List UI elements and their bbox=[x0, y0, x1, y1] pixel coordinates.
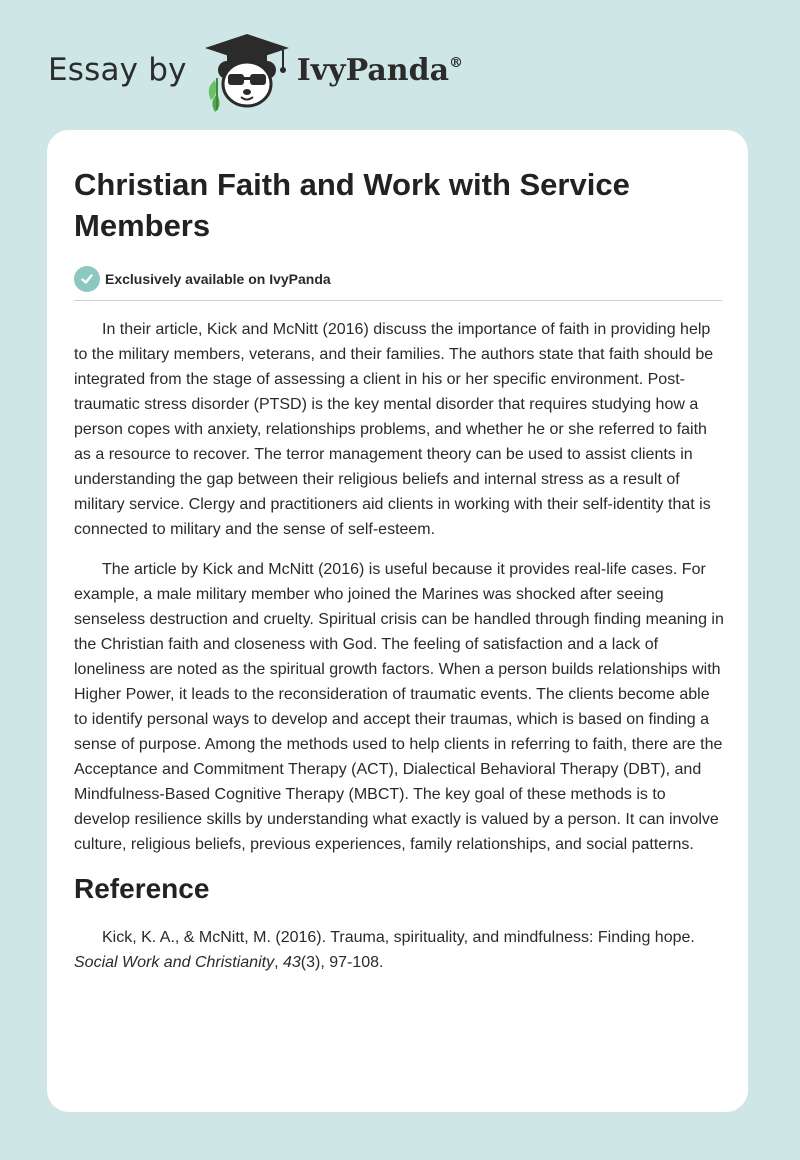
brand-name: IvyPanda® bbox=[296, 52, 464, 88]
divider bbox=[74, 300, 722, 301]
journal-title: Social Work and Christianity bbox=[74, 954, 275, 971]
ivypanda-logo[interactable] bbox=[201, 28, 463, 112]
site-header bbox=[48, 28, 463, 112]
page-title: Christian Faith and Work with Service Members bbox=[74, 167, 630, 243]
paragraph: The article by Kick and McNitt (2016) is useful because it provides real-life cases. For example, a male military member who joined the Marines was shocked after seeing senseless destruction and cruelty. Spiritual crisis can be handled through finding meaning in the Christian faith and closeness with God. The feeling of satisfaction and a lack of loneliness are noted as the spiritual growth factors. When a person builds relationships with Higher Power, it leads to the reconsideration of traumatic events. The clients become able to identify personal ways to develop and accept their traumas, which is based on finding a sense of purpose. Among the methods used to help clients in referring to faith, there are the Acceptance and Commitment Therapy (ACT), Dialectical Behavioral Therapy (DBT), and Mindfulness-Based Cognitive Therapy (MBCT). The key goal of these methods is to develop resilience skills by understanding what exactly is valued by a person. It can involve culture, religious beliefs, previous experiences, family relationships, and social patterns. bbox=[74, 561, 724, 853]
reference-heading: Reference bbox=[74, 873, 210, 904]
exclusive-badge bbox=[74, 266, 722, 292]
panda-graduate-icon bbox=[201, 28, 293, 112]
journal-volume: 43 bbox=[282, 954, 301, 971]
exclusive-label: Exclusively available on IvyPanda bbox=[105, 271, 331, 287]
essay-by-label: Essay by bbox=[48, 52, 187, 88]
reference-entry: Kick, K. A., & McNitt, M. (2016). Trauma, spirituality, and mindfulness: Finding hope. Social Work and Christianity, 43(3), 97-108. bbox=[74, 929, 695, 971]
essay-body bbox=[74, 317, 726, 975]
paragraph: In their article, Kick and McNitt (2016) discuss the importance of faith in providing help to the military members, veterans, and their families. The authors state that faith should be integrated from the stage of assessing a client in his or her specific environment. Post-traumatic stress disorder (PTSD) is the key mental disorder that requires studying how a person copes with anxiety, relationships problems, and whether he or she referred to faith as a resource to recover. The terror management theory can be used to assist clients in understanding the gap between their religious beliefs and internal stress as a result of military service. Clergy and practitioners aid clients in working with their self-identity that is connected to military and the sense of self-esteem. bbox=[74, 321, 714, 538]
essay-card bbox=[47, 130, 748, 1112]
checkmark-icon bbox=[74, 266, 100, 292]
